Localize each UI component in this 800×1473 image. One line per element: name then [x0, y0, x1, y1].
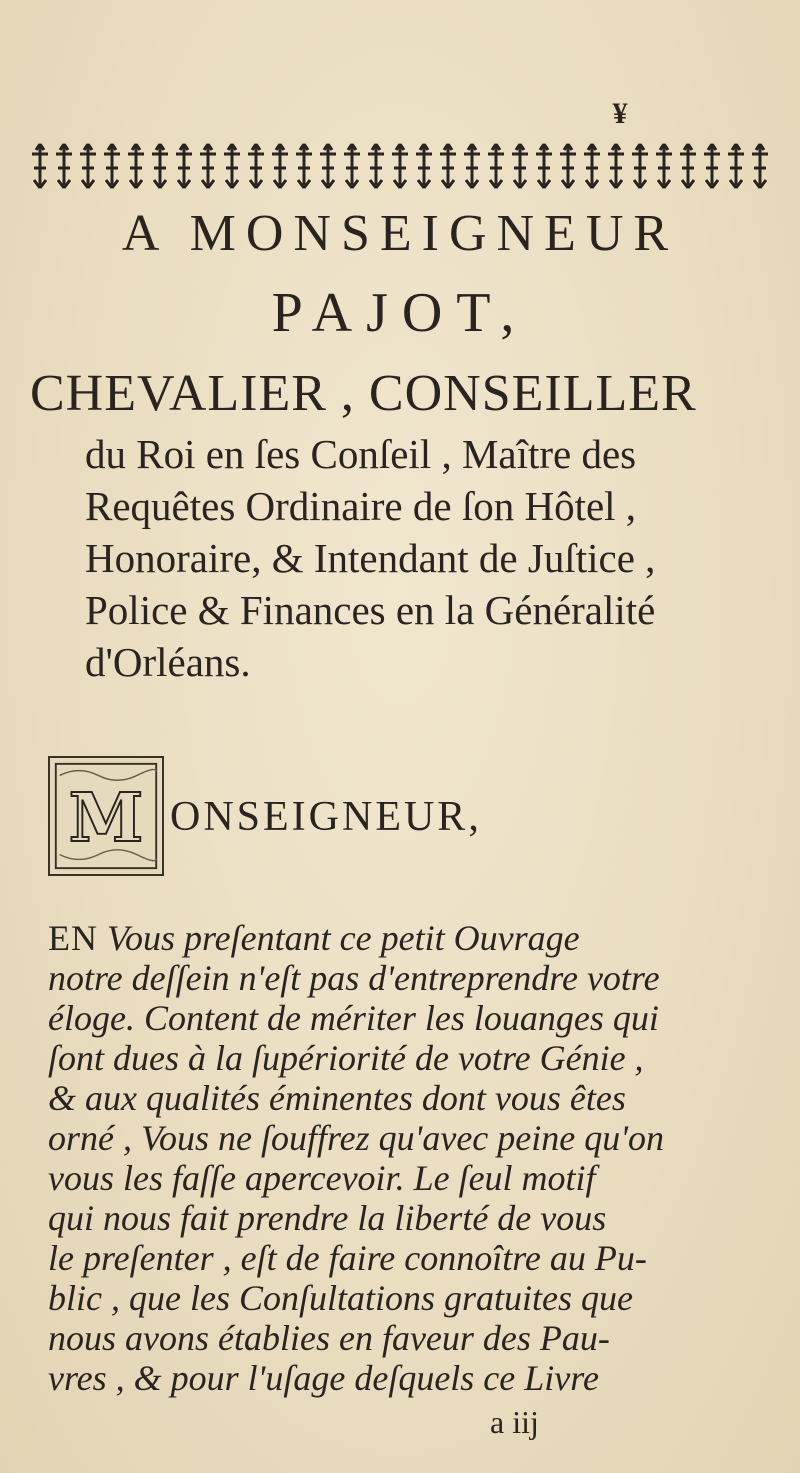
- address-line: Police & Finances en la Généralité: [85, 587, 656, 633]
- address-line: Honoraire, & Intendant de Juſtice ,: [85, 535, 656, 581]
- body-first-word: EN: [48, 918, 98, 958]
- body-line: éloge. Content de mériter les louanges qui: [48, 998, 659, 1038]
- address-line: du Roi en ſes Conſeil , Maître des: [85, 431, 637, 477]
- body-line: notre deſſein n'eſt pas d'entreprendre votre: [48, 958, 660, 998]
- body-line: nous avons établies en faveur des Pau-: [48, 1318, 610, 1358]
- initial-letter: M: [68, 778, 144, 858]
- body-line-text: Vous preſentant ce petit Ouvrage: [107, 918, 580, 958]
- signature-mark: a iij: [490, 1404, 539, 1440]
- decorated-initial-svg: [50, 758, 162, 874]
- decorated-initial: [48, 756, 164, 876]
- salutation: ONSEIGNEUR,: [170, 794, 482, 840]
- printer-mark: ¥: [612, 97, 628, 130]
- address-line: d'Orléans.: [85, 639, 251, 685]
- body-line: ſont dues à la ſupériorité de votre Génie ,: [48, 1038, 644, 1078]
- dedicatee-rank: CHEVALIER , CONSEILLER: [30, 365, 697, 422]
- dedication-heading: A MONSEIGNEUR: [121, 205, 679, 262]
- body-line: le preſenter , eſt de faire connoître au Pu-: [48, 1238, 647, 1278]
- body-line: & aux qualités éminentes dont vous êtes: [48, 1078, 626, 1118]
- body-line: [48, 918, 768, 958]
- body-line: blic , que les Conſultations gratuites que: [48, 1278, 633, 1318]
- body-line: qui nous fait prendre la liberté de vous: [48, 1198, 607, 1238]
- ornament-band: [28, 140, 768, 192]
- body-line: vous les faſſe apercevoir. Le ſeul motif: [48, 1158, 596, 1198]
- body-line: vres , & pour l'uſage deſquels ce Livre: [48, 1358, 599, 1398]
- ornament-band-svg: [28, 140, 768, 192]
- body-line: orné , Vous ne ſouffrez qu'avec peine qu'on: [48, 1118, 664, 1158]
- dedicatee-name: PAJOT,: [271, 282, 529, 344]
- address-line: Requêtes Ordinaire de ſon Hôtel ,: [85, 483, 637, 529]
